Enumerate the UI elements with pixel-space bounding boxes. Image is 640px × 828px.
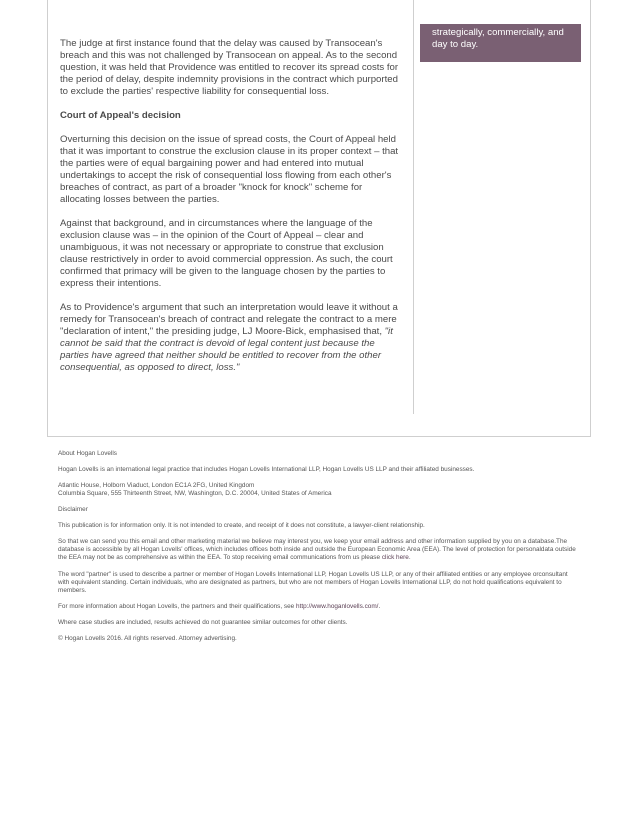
- more-info-end: .: [378, 602, 381, 610]
- article-paragraph-2: Overturning this decision on the issue of spread costs, the Court of Appeal held that it was important to construe the exclusion clause in its proper context – that the parties were of equal bargaining power and had entered into mutual undertakings to accept the risk of consequential loss flowing from each other's breaches of contract, as part of a broader "knock for knock" scheme for allocating losses between the parties.: [60, 133, 399, 206]
- paragraph-4-lead: As to Providence's argument that such an interpretation would leave it without a remedy for Transocean's breach of contract and relegate the contract to a mere "declaration of intent," the presiding judge, LJ Moore-Bick, emphasised that,: [60, 301, 398, 337]
- disclaimer-text: This publication is for information only. It is not intended to create, and receipt of it does not constitute, a lawyer-client relationship.: [58, 522, 425, 530]
- about-text: Hogan Lovells is an international legal practice that includes Hogan Lovells International LLP, Hogan Lovells US LLP and their affiliated businesses.: [58, 466, 475, 474]
- unsubscribe-link[interactable]: click here: [381, 554, 409, 562]
- article-paragraph-4: [60, 302, 405, 375]
- footer: [58, 450, 580, 651]
- privacy-text: So that we can send you this email and other marketing material we believe may interest you, we keep your email address and other information supplied by you on a database.The database is accessible by all Hogan Lovells' offices, which includes offices both inside and outside the European Economic Area (EEA). The level of protection for personaldata outside the EEA may not be as comprehensive as within the EEA. To stop receiving email communications from us please: [58, 538, 576, 562]
- disclaimer-heading: Disclaimer: [58, 506, 88, 514]
- article-paragraph-1: The judge at first instance found that the delay was caused by Transocean's breach and this was not challenged by Transocean on appeal. As to the second question, it was held that Providence was entitled to recover its spread costs for the period of delay, despite indemnity provisions in the contract which purported to exclude the parties' respective liability for consequential loss.: [60, 38, 399, 98]
- website-link[interactable]: http://www.hoganlovells.com/: [296, 602, 379, 610]
- address-washington: Columbia Square, 555 Thirteenth Street, NW, Washington, D.C. 20004, United States of America: [58, 490, 332, 498]
- case-studies-text: Where case studies are included, results achieved do not guarantee similar outcomes for other clients.: [58, 618, 348, 626]
- partner-text: The word "partner" is used to describe a partner or member of Hogan Lovells International LLP, Hogan Lovells US LLP, or any of their affiliated entities or any employee orconsultant with equivalent standing. Certain individuals, who are designated as partners, but who are not members of Hogan Lovells International LLP, do not hold qualifications equivalent to members.: [58, 570, 568, 594]
- column-divider: [413, 0, 414, 414]
- more-info-text: For more information about Hogan Lovells, the partners and their qualifications, see: [58, 602, 297, 610]
- article-paragraph-3: Against that background, and in circumstances where the language of the exclusion clause was – in the opinion of the Court of Appeal – clear and unambiguous, it was not necessary or appropriate to construe that exclusion clause restrictively in order to avoid commercial oppression. As such, the court confirmed that primacy will be given to the language chosen by the parties to express their intentions.: [60, 217, 393, 290]
- sidebar-callout-text: strategically, commercially, and day to day.: [432, 27, 564, 51]
- copyright: © Hogan Lovells 2016. All rights reserved. Attorney advertising.: [58, 634, 237, 642]
- section-heading: Court of Appeal's decision: [60, 109, 181, 121]
- judge-quote: "it cannot be said that the contract is devoid of legal content just because the parties have agreed that neither should be entitled to recover from the other consequential, as opposed to direct, loss.": [60, 325, 393, 374]
- privacy-end: .: [408, 554, 411, 562]
- more-info: [58, 603, 580, 611]
- office-addresses: [58, 482, 580, 498]
- address-london: Atlantic House, Holborn Viaduct, London EC1A 2FG, United Kingdom: [58, 482, 255, 490]
- about-heading: About Hogan Lovells: [58, 450, 117, 457]
- article-body: [60, 38, 405, 386]
- privacy-notice: [58, 538, 580, 562]
- sidebar-callout: [420, 24, 581, 62]
